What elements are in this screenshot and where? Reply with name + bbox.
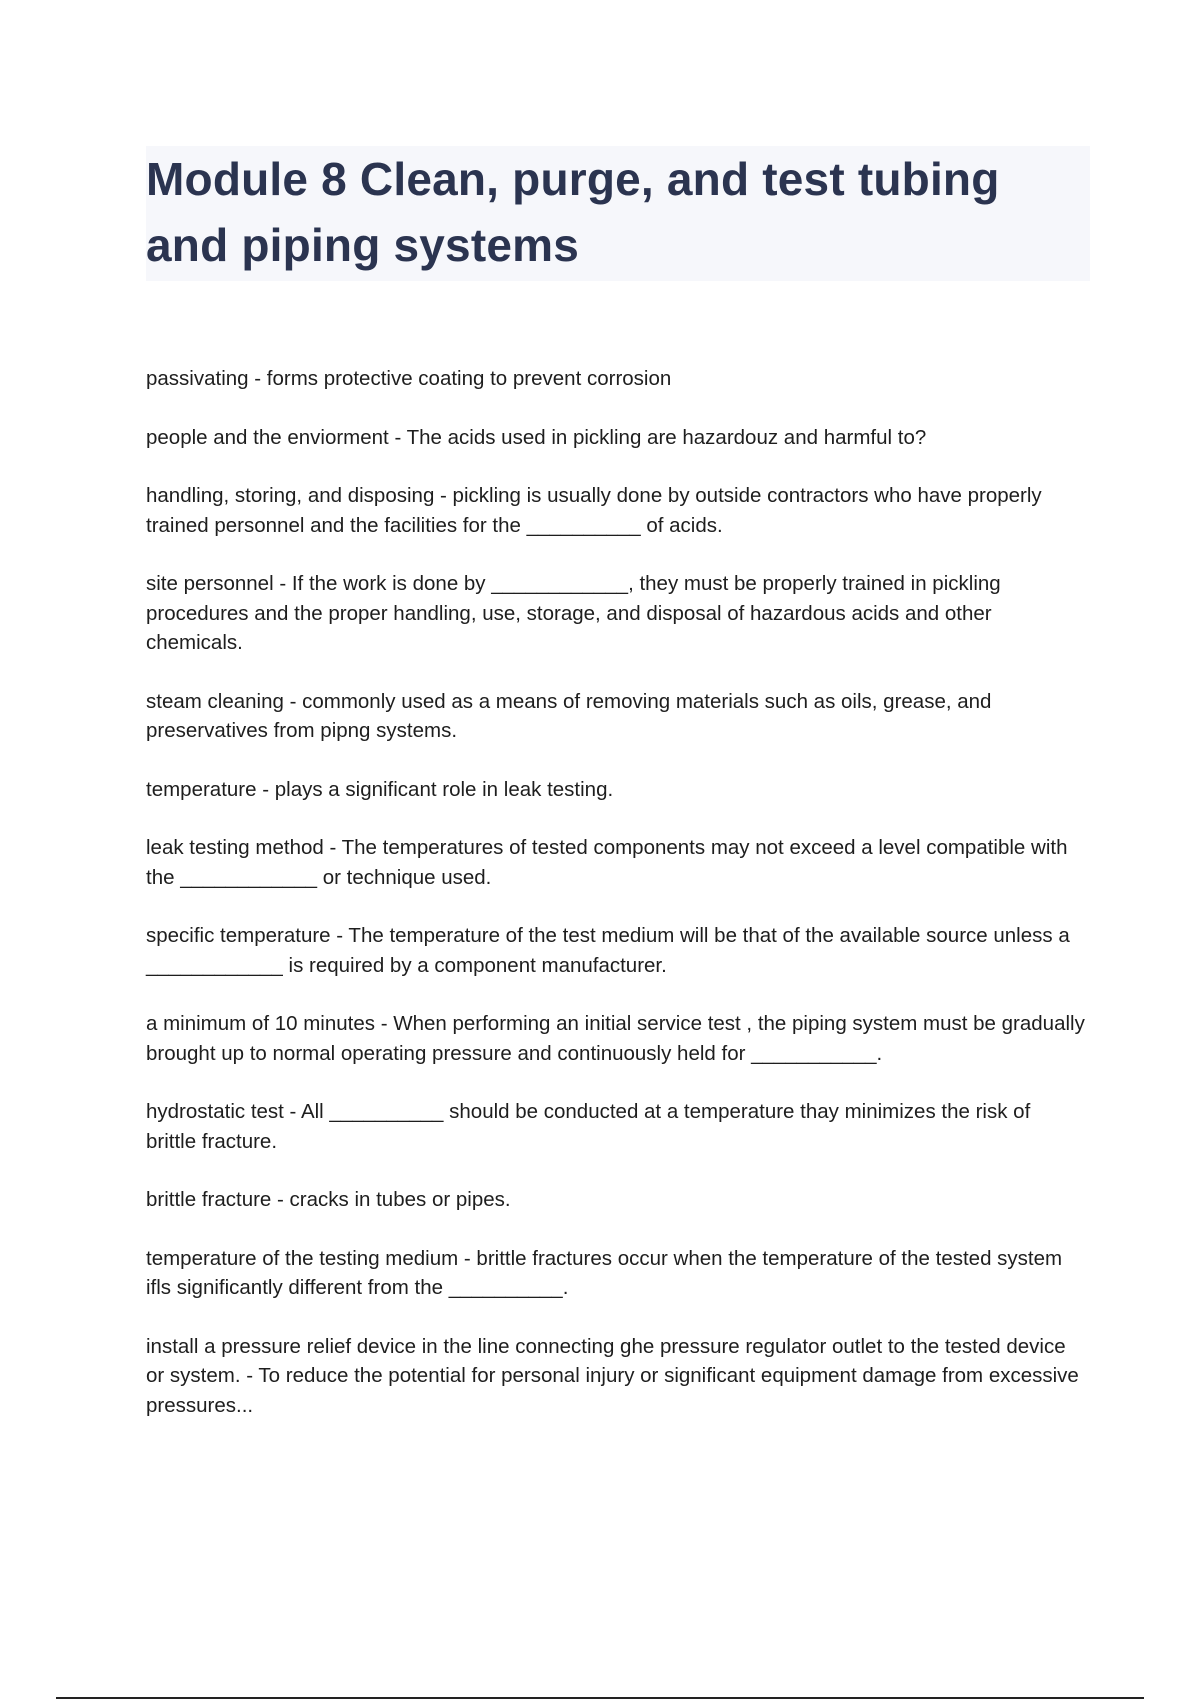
list-item: specific temperature - The temperature of the test medium will be that of the available source unless a ____________ is required by a component manufacturer.	[146, 924, 1070, 977]
list-item: leak testing method - The temperatures of tested components may not exceed a level compatible with the ____________ or technique used.	[146, 836, 1068, 889]
list-item: handling, storing, and disposing - pickling is usually done by outside contractors who have properly trained personnel and the facilities for the __________ of acids.	[146, 484, 1042, 537]
flashcard-list	[146, 364, 1086, 1449]
list-item: brittle fracture - cracks in tubes or pipes.	[146, 1188, 511, 1211]
list-item: install a pressure relief device in the line connecting ghe pressure regulator outlet to the tested device or system. - To reduce the potential for personal injury or significant equipment damage from excessive pressures...	[146, 1334, 1079, 1417]
list-item: temperature of the testing medium - brittle fractures occur when the temperature of the tested system ifls significantly different from the __________.	[146, 1246, 1063, 1299]
list-item: a minimum of 10 minutes - When performing an initial service test , the piping system must be gradually brought up to normal operating pressure and continuously held for ___________.	[146, 1012, 1085, 1065]
list-item: passivating - forms protective coating to prevent corrosion	[146, 367, 672, 390]
list-item: temperature - plays a significant role in leak testing.	[146, 777, 614, 801]
page-title: Module 8 Clean, purge, and test tubing and piping systems	[146, 153, 1000, 271]
list-item: steam cleaning - commonly used as a means of removing materials such as oils, grease, and preservatives from pipng systems.	[146, 689, 992, 742]
list-item: people and the enviorment - The acids used in pickling are hazardouz and harmful to?	[146, 425, 927, 449]
footer-divider	[56, 1697, 1144, 1699]
list-item: site personnel - If the work is done by ____________, they must be properly trained in pickling procedures and the proper handling, use, storage, and disposal of hazardous acids and other chemicals.	[146, 572, 1001, 654]
title-banner	[146, 146, 1090, 281]
list-item: hydrostatic test - All __________ should be conducted at a temperature thay minimizes the risk of brittle fracture.	[146, 1100, 1031, 1153]
